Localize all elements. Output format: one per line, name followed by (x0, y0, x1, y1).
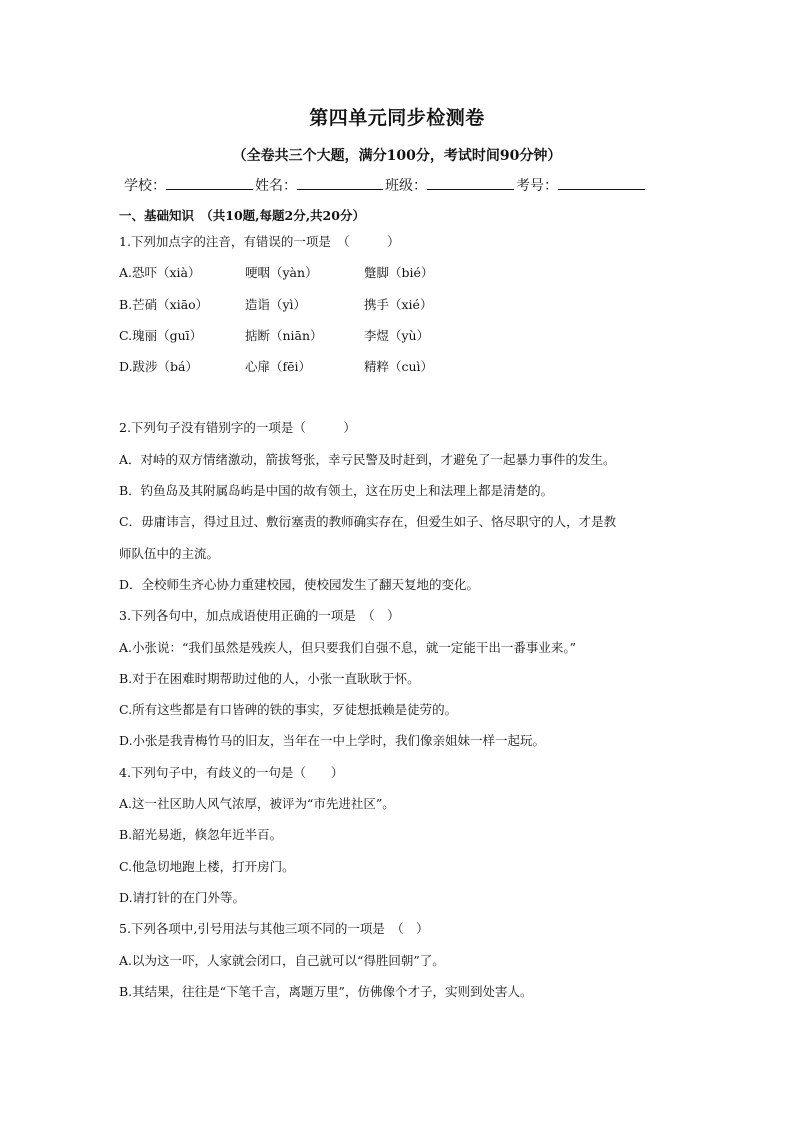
option-item: 掂断（niān） (245, 327, 323, 343)
section-heading: 一、基础知识 （共10题,每题2分,共20分） (119, 208, 365, 223)
option-item: C.所有这些都是有口皆碑的铁的事实，歹徒想抵赖是徒劳的。 (119, 702, 458, 718)
option-row (119, 296, 679, 327)
option-row (119, 264, 679, 295)
name-label: 姓名： (255, 178, 297, 194)
question-stem: 3.下列各句中，加点成语使用正确的一项是 （ ） (119, 608, 400, 624)
option-item: 携手（xié） (364, 296, 433, 312)
option-item: C．毋庸讳言，得过且过、敷衍塞责的教师确实存在，但爱生如子、恪尽职守的人，才是教 (119, 514, 617, 530)
option-item: 蹩脚（bié） (364, 265, 434, 281)
class-label: 班级： (385, 178, 427, 194)
option-item: D.请打针的在门外等。 (119, 889, 246, 905)
option-item: B.芒硝（xiāo） (119, 296, 209, 312)
exam-body (119, 207, 679, 1014)
school-blank (166, 175, 253, 190)
option-item: D.小张是我青梅竹马的旧友，当年在一中上学时，我们像亲姐妹一样一起玩。 (119, 733, 546, 749)
number-blank (558, 175, 645, 190)
option-item: C.他急切地跑上楼，打开房门。 (119, 858, 295, 874)
option-item: 哽咽（yàn） (245, 265, 318, 281)
page-subtitle: （全卷共三个大题，满分100分，考试时间90分钟） (232, 148, 562, 164)
number-label: 考号： (516, 178, 558, 194)
option-item: A.这一社区助人风气浓厚，被评为“市先进社区”。 (119, 796, 395, 812)
question-stem: 5.下列各项中,引号用法与其他三项不同的一项是 （ ） (119, 921, 429, 937)
option-item: 造诣（yì） (245, 296, 307, 312)
option-item: 心扉（fēi） (245, 359, 312, 375)
option-item: A.以为这一吓，人家就会闭口，自己就可以“得胜回朝”了。 (119, 952, 445, 968)
option-item: A.小张说：“我们虽然是残疾人，但只要我们自强不息，就一定能干出一番事业来。” (119, 639, 577, 655)
option-item: A.恐吓（xià） (119, 265, 201, 281)
option-item: 精粹（cuì） (364, 359, 434, 375)
option-item: D．全校师生齐心协力重建校园，使校园发生了翻天复地的变化。 (119, 576, 480, 592)
option-item: B．钓鱼岛及其附属岛屿是中国的故有领土，这在历史上和法理上都是清楚的。 (119, 483, 554, 499)
option-item: 李煜（yù） (364, 327, 430, 343)
question-stem: 1.下列加点字的注音，有错误的一项是 （ ） (119, 234, 400, 249)
student-info-row (124, 175, 684, 195)
question-stem: 4.下列句子中，有歧义的一句是（ ） (119, 764, 344, 780)
option-item: B.对于在困难时期帮助过他的人，小张一直耿耿于怀。 (119, 670, 420, 686)
page-title: 第四单元同步检测卷 (309, 107, 485, 129)
option-item: A．对峙的双方情绪激动，箭拔弩张，幸亏民警及时赶到，才避免了一起暴力事件的发生。 (119, 451, 616, 467)
school-label: 学校： (124, 178, 166, 194)
option-item: C.瑰丽（guī） (119, 327, 203, 343)
name-blank (297, 175, 383, 190)
option-item: B.韶光易逝，倏忽年近半百。 (119, 827, 283, 843)
option-item: B.其结果，往往是“下笔千言，离题万里”，仿佛像个才子，实则到处害人。 (119, 983, 533, 999)
option-item: D.跋涉（bá） (119, 359, 199, 375)
option-row (119, 327, 679, 358)
option-row (119, 358, 679, 389)
spacer (119, 389, 679, 419)
option-item-continued: 师队伍中的主流。 (119, 545, 220, 561)
question-stem: 2.下列句子没有错别字的一项是（ ） (119, 420, 356, 436)
class-blank (427, 175, 514, 190)
